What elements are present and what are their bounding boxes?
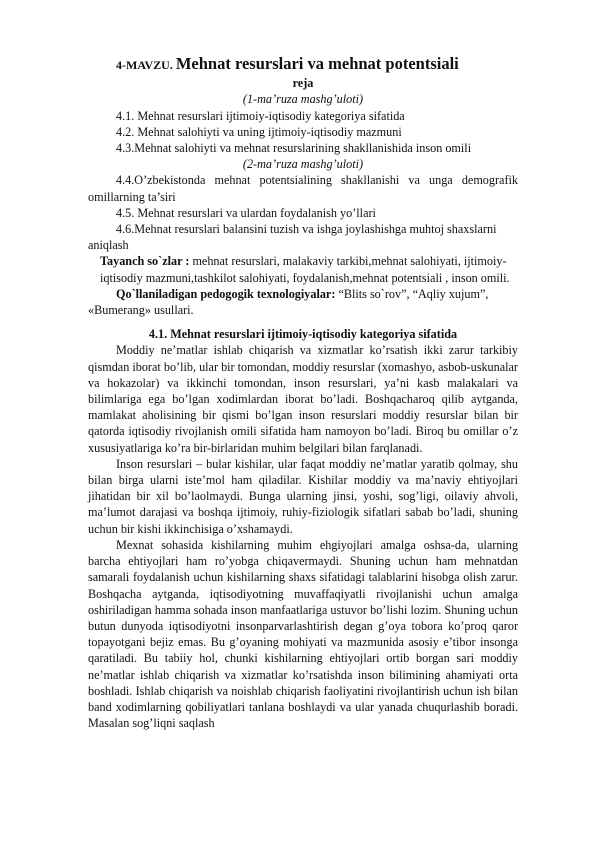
- techniques-label: Qo`llaniladigan pedogogik texnologiyalar:: [116, 286, 336, 301]
- plan-item: 4.5. Mehnat resurslari va ulardan foydalanish yo’llari: [116, 205, 376, 220]
- plan-item: 4.1. Mehnat resurslari ijtimoiy-iqtisodiy kategoriya sifatida: [116, 108, 405, 123]
- plan-item: 4.2. Mehnat salohiyti va uning ijtimoiy-iqtisodiy mazmuni: [116, 124, 402, 139]
- plan-item: 4.6.Mehnat resurslari balansini tuzish va ishga joylashishga muhtoj shaxslarni aniqlash: [88, 222, 497, 253]
- keywords-text: mehnat resurslari, malakaviy tarkibi,mehnat salohiyati, ijtimoiy- iqtisodiy mazmuni,tashkilot salohiyati, foydalanish,mehnat potentsiali , inson omili.: [100, 254, 510, 285]
- keywords: [88, 253, 518, 285]
- body-paragraph: Inson resurslari – bular kishilar, ular faqat moddiy ne’matlar yaratib qolmay, shu bilan birga ularni iste’mol ham qiladilar. Kishilar moddiy va ma’naviy ehtiyojlari jihatidan bir xil bo’laolmaydi. Bunga ularning jinsi, yoshi, sog’ligi, oilaviy ahvoli, ma’lumot darajasi va boshqa ijtimoiy, ruhiy-fiziologik sifatlari sabab bo’ladi, shuning uchun bir kishi ikkinchisiga o’xshamaydi.: [88, 456, 518, 536]
- plan-item: 4.3.Mehnat salohiyti va mehnat resurslarining shakllanishida inson omili: [116, 141, 472, 156]
- body-paragraph: Mexnat sohasida kishilarning muhim ehgiyojlari amalga oshsa-da, ularning barcha ehtiyojlari ham ro’yobga chiqavermaydi. Shuning uchun ham mehnatdan samarali foydalanish uchun kishilarning shaxs sifatidagi talablarini hisobga olish zarur. Boshqacha aytganda, iqtisodiyotning muvaffaqiyatli rivojlanishi uchun amalga oshiriladigan hamma sohada inson manfaatlariga ustuvor bo’lishi lozim. Shuning uchun butun dunyoda iqtisodiyotni insonparvarlashtirish degan g’oya tobora ko’proq qaror topayotgani bejiz emas. Bu g’oyaning mohiyati va mazmunida asosiy e’tibor insonga qaratiladi. Bu tabiiy hol, chunki kishilarning ehtiyojlari ortib borgan sari moddiy ne’matlar ishlab chiqarish va xizmatlar ko’rsatishda inson bilimining ahamiyati orta boshladi. Ishlab chiqarish va noishlab chiqarish faoliyatini rivojlantirish uchun ish bilan band xodimlarning qobiliyatlari tanlana boshlaydi va ular yanada chuqurlashib boradi. Masalan sog’liqni saqlash: [88, 537, 518, 731]
- topic-number: 4-MAVZU.: [116, 58, 173, 72]
- techniques: [88, 286, 518, 318]
- section-heading: 4.1. Mehnat resurslari ijtimoiy-iqtisodiy kategoriya sifatida: [148, 327, 458, 342]
- topic-title: Mehnat resurslari va mehnat potentsiali: [175, 54, 459, 73]
- keywords-label: Tayanch so`zlar :: [100, 254, 190, 269]
- plan-part-1: (1-ma’ruza mashg’uloti): [242, 92, 364, 107]
- plan-item: 4.4.O’zbekistonda mehnat potentsialining shakllanishi va unga demografik omillarning ta’siri: [88, 173, 518, 204]
- plan-part-2: (2-ma’ruza mashg’uloti): [242, 157, 364, 172]
- page-title: [88, 56, 518, 73]
- plan-heading: reja: [292, 76, 314, 91]
- techniques-text: “Blits so`rov”, “Aqliy xujum”, «Bumerang» usullari.: [88, 286, 489, 318]
- document-page: [88, 56, 518, 731]
- body-paragraph: Moddiy ne’matlar ishlab chiqarish va xizmatlar ko’rsatish ikki zarur tarkibiy qismdan iborat bo’lib, ular bir tomondan, moddiy resurslar (xomashyo, asbob-uskunalar va hokazolar) va ikkinchi tomondan, inson resurslari, ya’ni kasb malakalari va bilimlariga ega bo’lgan xodimlardan iborat bo’ladi. Boshqacharoq qilib aytganda, mamlakat aholisining bir qismi bo’lgan inson resurslari moddiy resurslar bilan bir qatorda iqtisodiy rivojlanish omili sifatida ham namoyon bo’ladi. Biroq bu omillar o’z xususiyatlariga ko’ra bir-birlaridan muhim belgilari bilan farqlanadi.: [88, 343, 518, 455]
